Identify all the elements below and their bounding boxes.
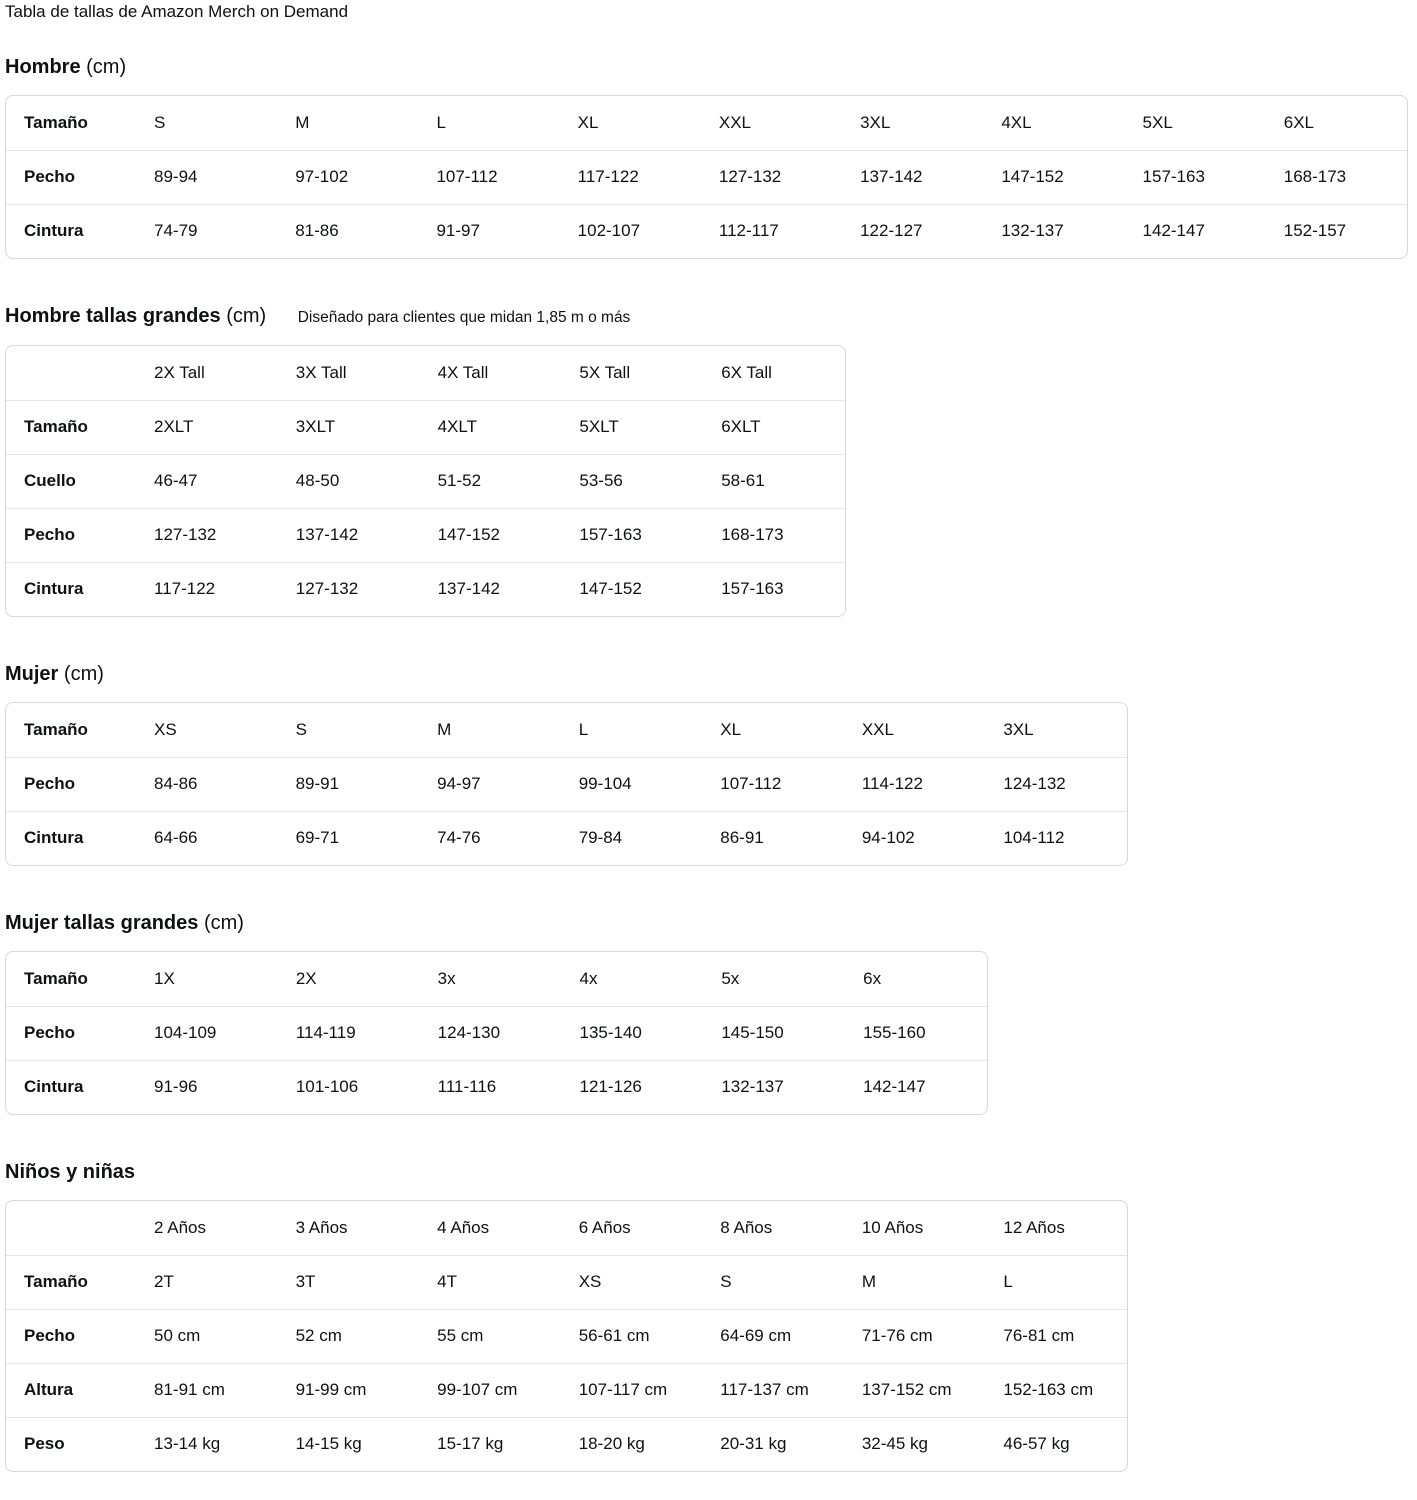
row-label: Pecho [6,150,136,204]
cell-value: 56-61 cm [561,1309,703,1363]
cell-value: 127-132 [136,508,278,562]
table-row [6,1363,1127,1417]
size-table-card-hombre [5,95,1408,259]
cell-value: 4T [419,1255,561,1309]
cell-value: 46-47 [136,454,278,508]
section-heading-text: Mujer [5,663,59,685]
cell-value: 32-45 kg [844,1417,986,1471]
cell-value: 69-71 [278,811,420,865]
cell-value: 3XLT [278,400,420,454]
section-unit: (cm) [226,305,267,327]
table-row [6,1060,987,1114]
size-table [6,952,987,1114]
cell-value: 5XL [1142,112,1173,132]
cell-value: 13-14 kg [136,1417,278,1471]
section-unit: (cm) [86,56,127,78]
table-row [6,150,1407,204]
row-label: Tamaño [6,1255,136,1309]
size-table-card-mujer [5,702,1128,866]
cell-value: 121-126 [561,1060,703,1114]
section-heading-ninos-y-ninas [5,1161,1410,1184]
section-heading-text: Niños y niñas [5,1161,136,1183]
cell-value: 8 Años [720,1217,773,1237]
table-row [6,204,1407,258]
section-note: Diseñado para clientes que midan 1,85 m o más [297,309,631,326]
cell-value: 142-147 [845,1060,987,1114]
cell-value: 58-61 [703,454,845,508]
table-row [6,1201,1127,1255]
cell-value: 14-15 kg [278,1417,420,1471]
cell-value: 2XLT [136,400,278,454]
size-table [6,346,845,616]
cell-value: 15-17 kg [419,1417,561,1471]
section-heading-hombre-tallas-grandes [5,305,1410,329]
cell-value: 4XL [1001,112,1032,132]
cell-value: 48-50 [278,454,420,508]
cell-value: M [844,1255,986,1309]
size-table [6,1201,1127,1471]
section-heading-text: Hombre [5,56,81,78]
cell-value: 5x [721,968,740,988]
cell-value: 107-112 [702,757,844,811]
cell-value: 91-97 [418,204,559,258]
section-heading-text: Hombre tallas grandes [5,305,221,327]
cell-value: 101-106 [278,1060,420,1114]
cell-value: 3XL [860,112,891,132]
cell-value: 157-163 [561,508,703,562]
cell-value: 117-137 cm [702,1363,844,1417]
row-label: Cintura [6,204,136,258]
cell-value: 147-152 [983,150,1124,204]
cell-value: 127-132 [278,562,420,616]
table-row [6,1309,1127,1363]
cell-value: 91-96 [136,1060,278,1114]
cell-value: 102-107 [560,204,701,258]
cell-value: 137-142 [420,562,562,616]
cell-value: 6XLT [703,400,845,454]
cell-value: 4X Tall [437,362,489,382]
row-label: Pecho [6,508,136,562]
cell-value: 132-137 [703,1060,845,1114]
cell-value: 104-112 [985,811,1127,865]
section-heading-mujer-tallas-grandes [5,912,1410,935]
row-label: Cintura [6,811,136,865]
cell-value: 64-69 cm [702,1309,844,1363]
cell-value: XS [154,719,177,739]
cell-value: 74-76 [419,811,561,865]
cell-value: 74-79 [136,204,277,258]
cell-value: 122-127 [842,204,983,258]
cell-value: XL [577,112,599,132]
cell-value: 18-20 kg [561,1417,703,1471]
cell-value: 55 cm [419,1309,561,1363]
cell-value: XS [561,1255,703,1309]
row-label: Tamaño [24,719,88,739]
cell-value: S [702,1255,844,1309]
cell-value: 135-140 [561,1006,703,1060]
section-heading-mujer [5,663,1410,686]
cell-value: 111-116 [420,1060,562,1114]
cell-value: 3T [278,1255,420,1309]
cell-value: 104-109 [136,1006,278,1060]
cell-value: 127-132 [701,150,842,204]
cell-value: 99-107 cm [419,1363,561,1417]
cell-value: 117-122 [560,150,701,204]
cell-value: 91-99 cm [278,1363,420,1417]
table-row [6,346,845,400]
cell-value: 5XLT [561,400,703,454]
cell-value: 6XL [1283,112,1314,132]
cell-value: S [295,719,307,739]
cell-value: 137-142 [278,508,420,562]
cell-value: 20-31 kg [702,1417,844,1471]
row-label: Pecho [6,757,136,811]
row-label: Peso [6,1417,136,1471]
cell-value: 124-132 [985,757,1127,811]
cell-value: 81-86 [277,204,418,258]
cell-value: 94-102 [844,811,986,865]
cell-value: 3XL [1003,719,1034,739]
size-table [6,703,1127,865]
table-row [6,811,1127,865]
cell-value: 155-160 [845,1006,987,1060]
cell-value: 89-94 [136,150,277,204]
cell-value: 137-142 [842,150,983,204]
cell-value: 132-137 [983,204,1124,258]
cell-value: 168-173 [1266,150,1407,204]
cell-value: 3 Años [295,1217,348,1237]
table-row [6,400,845,454]
table-row [6,562,845,616]
cell-value: 2X [295,968,317,988]
cell-value: 99-104 [561,757,703,811]
cell-value: 114-122 [844,757,986,811]
cell-value: 112-117 [701,204,842,258]
row-label: Cintura [6,1060,136,1114]
cell-value: XXL [718,112,752,132]
cell-value: 64-66 [136,811,278,865]
cell-value: 4 Años [437,1217,490,1237]
cell-value: 86-91 [702,811,844,865]
cell-value: 4XLT [420,400,562,454]
table-row [6,508,845,562]
cell-value: 1X [154,968,175,988]
cell-value: 52 cm [278,1309,420,1363]
table-row [6,454,845,508]
cell-value: 84-86 [136,757,278,811]
cell-value: 6X Tall [721,362,772,382]
table-row [6,703,1127,757]
cell-value: 89-91 [278,757,420,811]
table-row [6,1255,1127,1309]
cell-value: 3X Tall [295,362,347,382]
cell-value: 147-152 [561,562,703,616]
row-label: Pecho [6,1006,136,1060]
section-unit: (cm) [203,912,244,934]
row-label: Tamaño [6,400,136,454]
cell-value: 81-91 cm [136,1363,278,1417]
cell-value: 51-52 [420,454,562,508]
size-table-card-hombre-tallas-grandes [5,345,846,617]
cell-value: 117-122 [136,562,278,616]
cell-value: 46-57 kg [985,1417,1127,1471]
cell-value: 3x [437,968,456,988]
cell-value: 152-157 [1266,204,1407,258]
row-label: Cuello [6,454,136,508]
cell-value: 145-150 [703,1006,845,1060]
row-label: Tamaño [24,968,88,988]
cell-value: 137-152 cm [844,1363,986,1417]
size-table [6,96,1407,258]
cell-value: 142-147 [1125,204,1266,258]
cell-value: 12 Años [1003,1217,1065,1237]
cell-value: 107-112 [418,150,559,204]
cell-value: 157-163 [1125,150,1266,204]
cell-value: 50 cm [136,1309,278,1363]
section-heading-text: Mujer tallas grandes [5,912,199,934]
cell-value: 2T [136,1255,278,1309]
cell-value: L [578,719,589,739]
cell-value: 157-163 [703,562,845,616]
cell-value: 124-130 [420,1006,562,1060]
cell-value: M [437,719,452,739]
cell-value: 71-76 cm [844,1309,986,1363]
cell-value: M [295,112,310,132]
cell-value: 94-97 [419,757,561,811]
cell-value: 97-102 [277,150,418,204]
cell-value: XXL [861,719,894,739]
table-row [6,1006,987,1060]
row-label: Cintura [6,562,136,616]
cell-value: 2 Años [154,1217,206,1237]
cell-value: 6 Años [578,1217,631,1237]
size-table-card-mujer-tallas-grandes [5,951,988,1115]
cell-value: 76-81 cm [985,1309,1127,1363]
page-title: Tabla de tallas de Amazon Merch on Demand [5,2,349,21]
cell-value: 107-117 cm [561,1363,703,1417]
cell-value: 152-163 cm [985,1363,1127,1417]
cell-value: 4x [579,968,598,988]
cell-value: 10 Años [861,1217,924,1237]
cell-value: 2X Tall [154,362,205,382]
section-unit: (cm) [63,663,104,685]
table-row [6,96,1407,150]
row-label: Pecho [6,1309,136,1363]
cell-value: 5X Tall [579,362,631,382]
cell-value: L [985,1255,1127,1309]
cell-value: 147-152 [420,508,562,562]
table-row [6,757,1127,811]
cell-value: 79-84 [561,811,703,865]
cell-value: XL [720,719,742,739]
cell-value: 53-56 [561,454,703,508]
cell-value: 6x [863,968,882,988]
row-label [6,346,136,400]
size-table-card-ninos-y-ninas [5,1200,1128,1472]
row-label: Altura [6,1363,136,1417]
table-row [6,952,987,1006]
section-heading-hombre [5,56,1410,79]
table-row [6,1417,1127,1471]
cell-value: 114-119 [278,1006,420,1060]
cell-value: L [436,112,446,132]
row-label [6,1201,136,1255]
cell-value: S [154,112,166,132]
row-label: Tamaño [24,112,88,132]
cell-value: 168-173 [703,508,845,562]
